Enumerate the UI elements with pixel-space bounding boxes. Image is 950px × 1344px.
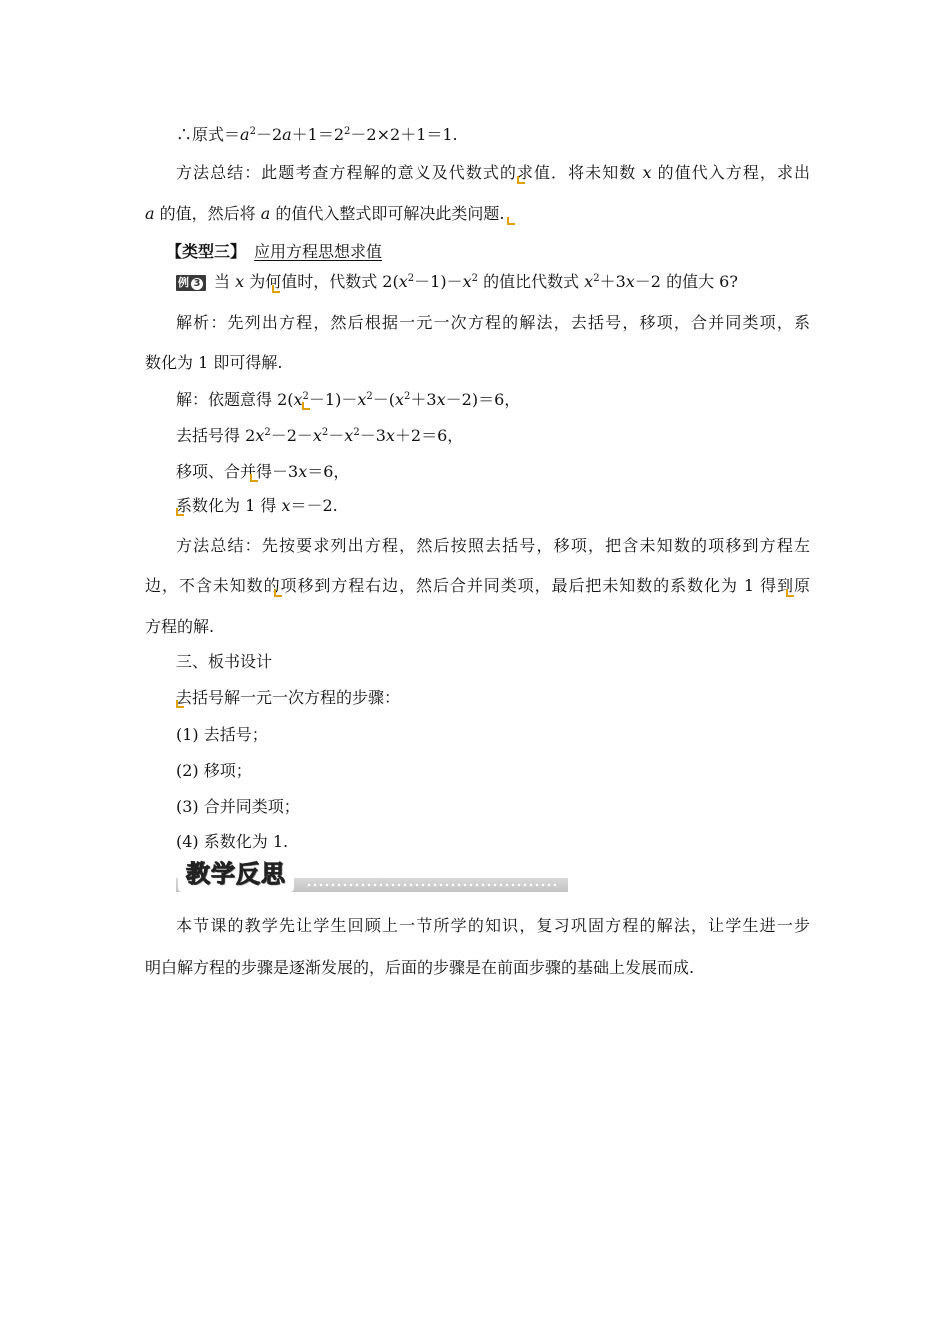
superscript: 2 — [593, 273, 600, 284]
board-design-heading: 三、板书设计 — [176, 652, 273, 671]
text-run: 移项、合并得－3 — [176, 462, 299, 481]
var-x: x — [625, 272, 635, 291]
type-heading — [166, 242, 382, 262]
edit-mark — [302, 402, 310, 410]
superscript: 2 — [344, 126, 351, 137]
board-step-2: (2) 移项； — [176, 761, 252, 780]
var-x: x — [235, 272, 245, 291]
text-run: －2 的值大 6? — [634, 272, 738, 291]
text-run: ∴原式＝ — [176, 125, 241, 144]
method-summary-1-line-2 — [145, 204, 810, 224]
text-run: 解：依题意得 2( — [176, 390, 294, 409]
reflection-line-1: 本节课的教学先让学生回顾上一节所学的知识，复习巩固方程的解法，让学生进一步 — [176, 916, 810, 935]
text-run: －1)－ — [308, 390, 358, 409]
superscript: 2 — [471, 273, 478, 284]
var-x: x — [357, 390, 367, 409]
var-x: x — [436, 390, 446, 409]
conclusion-formula — [176, 125, 841, 145]
example-3 — [176, 272, 738, 292]
text-run: ＋1＝2 — [291, 125, 345, 144]
example-badge — [176, 275, 206, 291]
var-x: x — [344, 426, 354, 445]
text-run: 去括号得 2 — [176, 426, 256, 445]
analysis-line-2: 数化为 1 即可得解. — [145, 353, 283, 372]
var-x: x — [385, 426, 395, 445]
var-x: x — [281, 496, 291, 515]
text-run: －1)－ — [414, 272, 463, 291]
edit-mark — [786, 589, 794, 597]
var-x: x — [642, 163, 652, 182]
var-x: x — [462, 272, 472, 291]
edit-mark — [176, 700, 184, 708]
text-run: ＝6， — [307, 462, 350, 481]
text-run: 的值比代数式 — [477, 272, 585, 291]
banner-title: 教学反思 — [178, 856, 294, 892]
superscript: 2 — [353, 427, 360, 438]
edit-mark — [250, 474, 258, 482]
var-x: x — [255, 426, 265, 445]
method-summary-2-line-2: 边，不含未知数的项移到方程右边，然后合并同类项，最后把未知数的系数化为 1 得到原 — [145, 576, 810, 595]
var-x: x — [298, 462, 308, 481]
superscript: 2 — [407, 273, 415, 284]
type-label: 【类型三】 — [166, 242, 247, 261]
superscript: 2 — [302, 391, 309, 402]
var-x: x — [312, 426, 322, 445]
text-run: ＋3 — [599, 272, 626, 291]
text-run: ＝－2. — [290, 496, 338, 515]
superscript: 2 — [321, 427, 329, 438]
text-run: ＋2＝6， — [394, 426, 464, 445]
badge-number: 3 — [191, 278, 203, 290]
edit-mark — [507, 217, 515, 225]
var-x: x — [398, 272, 408, 291]
text-run: 的值代入方程，求出 — [651, 163, 810, 182]
method-summary-2-line-3: 方程的解. — [145, 617, 215, 636]
text-run: －2－ — [270, 426, 313, 445]
text-run: ＋3 — [410, 390, 437, 409]
text-run: － — [328, 426, 345, 445]
edit-mark — [517, 176, 525, 184]
solution-line-1 — [176, 390, 841, 410]
badge-label: 例 — [178, 276, 189, 289]
solution-line-3 — [176, 462, 841, 482]
text-run: －2 — [255, 125, 283, 144]
edit-mark — [176, 508, 184, 516]
var-a: a — [240, 125, 250, 144]
solution-line-4 — [176, 496, 841, 516]
superscript: 2 — [404, 391, 411, 402]
method-summary-2-line-1: 方法总结：先按要求列出方程，然后按照去括号，移项，把含未知数的项移到方程左 — [176, 536, 810, 555]
superscript: 2 — [249, 126, 256, 137]
var-x: x — [584, 272, 594, 291]
edit-mark — [272, 285, 280, 293]
superscript: 2 — [264, 427, 271, 438]
board-step-3: (3) 合并同类项； — [176, 797, 300, 816]
reflection-line-2: 明白解方程的步骤是逐渐发展的，后面的步骤是在前面步骤的基础上发展而成. — [145, 958, 695, 977]
var-x: x — [293, 390, 303, 409]
text-run: －2×2＋1＝1. — [350, 125, 458, 144]
var-a: a — [145, 204, 155, 223]
board-step-1: (1) 去括号； — [176, 725, 268, 744]
banner-dots — [306, 883, 556, 887]
reflection-banner — [176, 856, 568, 896]
board-design-intro: 去括号解一元一次方程的步骤： — [176, 688, 401, 707]
text-run: 为何值时，代数式 2( — [244, 272, 399, 291]
type-topic: 应用方程思想求值 — [254, 242, 383, 261]
var-x: x — [395, 390, 405, 409]
text-run: 的值，然后将 — [154, 204, 261, 223]
text-run: －3 — [359, 426, 386, 445]
var-a: a — [282, 125, 292, 144]
analysis-line-1: 解析：先列出方程，然后根据一元一次方程的解法，去括号，移项，合并同类项，系 — [176, 313, 810, 332]
superscript: 2 — [366, 391, 373, 402]
text-run: 的值代入整式即可解决此类问题. — [270, 204, 505, 223]
text-run: 系数化为 1 得 — [176, 496, 282, 515]
var-a: a — [260, 204, 271, 223]
solution-line-2 — [176, 426, 841, 446]
method-summary-1-line-1 — [176, 163, 810, 183]
text-run: 方法总结：此题考查方程解的意义及代数式的求值．将未知数 — [176, 163, 643, 182]
board-step-4: (4) 系数化为 1. — [176, 832, 289, 851]
text-run: －2)＝6， — [445, 390, 521, 409]
edit-mark — [274, 589, 282, 597]
text-run: －( — [372, 390, 396, 409]
text-run: 当 — [214, 272, 236, 291]
